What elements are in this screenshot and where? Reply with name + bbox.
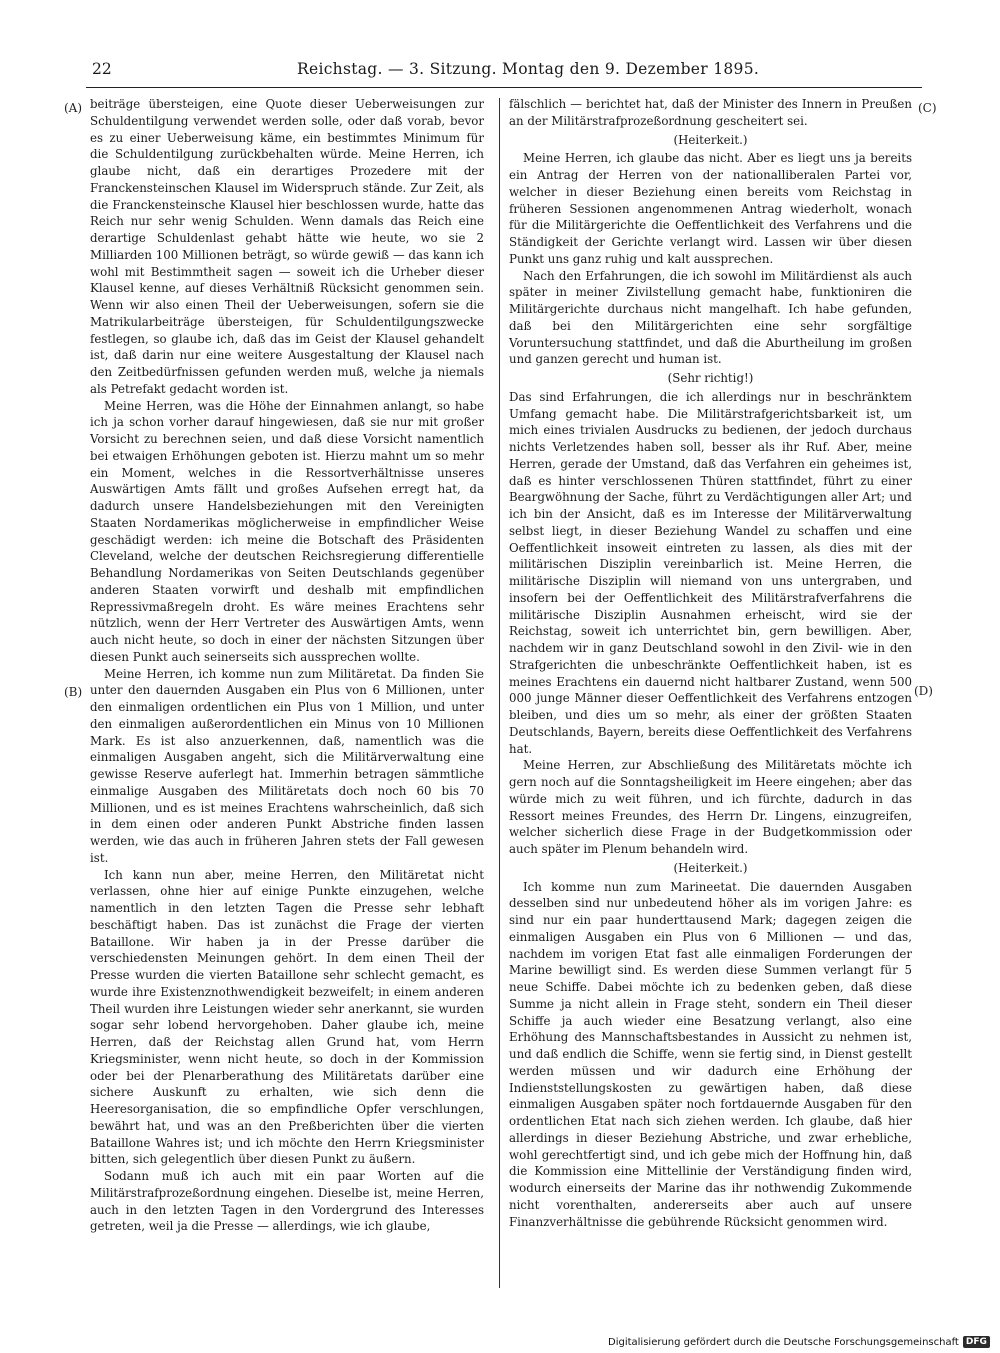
paragraph: Meine Herren, ich komme nun zum Militäretat. Da finden Sie unter den dauernden Ausgaben ein Plus von 6 Millionen, unter den einmaligen ordentlichen ein Plus von 1 Million, und unter den einmaligen außerordentlichen ein Minus von 10 Millionen Mark. Es ist also anzuerkennen, daß, namentlich was die einmaligen Ausgaben angeht, sich die Militärverwaltung eine gewisse Reserve auferlegt hat. Immerhin betragen sämmtliche einmalige Ausgaben des Militäretats doch noch 60 bis 70 Millionen, und es ist meines Erachtens wahrscheinlich, daß sich in dem einen oder anderen Punkt Abstriche finden lassen werden, wie das auch in früheren Jahren stets der Fall gewesen ist. xyxy=(90,666,484,865)
margin-marker-c: (C) xyxy=(918,101,937,115)
page-header xyxy=(92,60,920,84)
paragraph: Meine Herren, zur Abschließung des Militäretats möchte ich gern noch auf die Sonntagsheiligkeit im Heere eingehen; aber das würde mich zu weit führen, und ich fürchte, dadurch in das Ressort meines Freundes, des Herrn Dr. Lingens, einzugreifen, welcher sicherlich diese Frage in der Budgetkommission oder auch später im Plenum behandeln wird. xyxy=(509,758,912,856)
right-column xyxy=(509,96,912,1230)
paragraph: Meine Herren, ich glaube das nicht. Aber es liegt uns ja bereits ein Antrag der Herren von der nationalliberalen Partei vor, welcher in dieser Beziehung einen bereits vom Reichstag in früheren Sessionen angenommenen Antrag wiederholt, wonach für die Militärgerichte die Oeffentlichkeit des Verfahrens und die Ständigkeit der Gerichte verlangt wird. Lassen wir über diesen Punkt uns ganz ruhig und kalt aussprechen. xyxy=(509,151,912,266)
interjection: (Sehr richtig!) xyxy=(667,371,754,385)
margin-marker-a: (A) xyxy=(64,101,83,115)
paragraph: Ich komme nun zum Marineetat. Die dauernden Ausgaben desselben sind nur unbedeutend höher als im vorigen Jahre: es sind nur ein paar hunderttausend Mark; dagegen zeigen die einmaligen Ausgaben ein Plus von 6 Millionen — und das, nachdem im vorigen Etat fast alle einmaligen Forderungen der Marine bewilligt sind. Es werden diese Summen verlangt für 5 neue Schiffe. Dabei möchte ich zu bedenken geben, daß diese Summe ja nicht allein in Frage steht, sondern ein Theil dieser Schiffe ja auch wieder eine Besatzung verlangt, also eine Erhöhung des Mannschaftsbestandes in Aussicht zu nehmen ist, und daß endlich die Schiffe, wenn sie fertig sind, in Dienst gestellt werden müssen und wir dadurch eine Erhöhung der Indienststellungskosten zu gewärtigen haben, daß diese einmaligen Ausgaben später noch fortdauernde Ausgaben für den ordentlichen Etat nach sich ziehen werden. Ich glaube, daß hier allerdings in dieser Beziehung Abstriche, und zwar erhebliche, wohl gerechtfertigt sind, und ich gebe mich der Hoffnung hin, daß die Kommission eine Mittellinie der Verständigung finden wird, wodurch einerseits der Marine das ihr nothwendig Zukommende nicht vorenthalten, andererseits aber auch auf unsere Finanzverhältnisse die gebührende Rücksicht genommen wird. xyxy=(509,879,912,1229)
paragraph: fälschlich — berichtet hat, daß der Minister des Innern in Preußen an der Militärstrafprozeßordnung gescheitert sei. xyxy=(509,97,912,128)
left-column xyxy=(90,96,484,1235)
margin-marker-b: (B) xyxy=(64,685,83,699)
paragraph: Das sind Erfahrungen, die ich allerdings nur in beschränktem Umfang gemacht habe. Die Militärstrafgerichtsbarkeit ist, um mich eines trivialen Ausdrucks zu bedienen, der jedoch durchaus nichts Verletzendes haben soll, besser als ihr Ruf. Aber, meine Herren, gerade der Umstand, daß das Verfahren ein geheimes ist, daß es hinter verschlossenen Thüren stattfindet, führt zu einer Beargwöhnung der Sache, führt zu Verdächtigungen aller Art; und ich bin der Ansicht, daß es im Interesse der Militärverwaltung selbst liegt, in dieser Beziehung Wandel zu schaffen und eine Oeffentlichkeit insoweit eintreten zu lassen, als dies mit der militärischen Disziplin vereinbarlich ist. Meine Herren, die militärische Disziplin will niemand von uns untergraben, und insofern bei der Oeffentlichkeit des Militärstrafverfahrens die militärische Disziplin Ausnahmen erheischt, wird sie der Reichstag, soweit ich unterrichtet bin, gern bewilligen. Aber, nachdem wir in ganz Deutschland sowohl in den Zivil- wie in den Strafgerichten die unbeschränkte Oeffentlichkeit haben, ist es meines Erachtens ein dauernd nicht haltbarer Zustand, wenn 500 000 junge Männer dieser Oeffentlichkeit des Verfahrens entzogen bleiben, und dies um so mehr, als einer der größten Staaten Deutschlands, Bayern, bereits diese Oeffentlichkeit des Verfahrens hat. xyxy=(509,389,912,756)
paragraph: beiträge übersteigen, eine Quote dieser Ueberweisungen zur Schuldentilgung verwendet werden solle, oder daß vorab, bevor es zu einer Ueberweisung käme, ein bestimmtes Minimum für die Schuldentilgung zurückbehalten würde. Meine Herren, ich glaube nicht, daß ein derartiges Prozedere mit der Franckensteinschen Klausel im Widerspruch stände. Zur Zeit, als die Franckensteinsche Klausel hier beschlossen wurde, hatte das Reich nur sehr wenig Schulden. Wenn damals das Reich eine derartige Schuldenlast gehabt hätte wie heute, wo sie 2 Milliarden 100 Millionen beträgt, so würde gewiß — das kann ich wohl mit Bestimmtheit sagen — soweit ich die Urheber dieser Klausel kenne, auf dieses Verhältniß Rücksicht genommen sein. Wenn wir also einen Theil der Ueberweisungen, sofern sie die Matrikularbeiträge übersteigen, für Schuldentilgungszwecke festlegen, so glaube ich, daß das im Geist der Klausel gehandelt ist, daß darin nur eine weitere Ausgestaltung der Klausel nach den Zeitbedürfnissen gefunden werden muß, welche ja niemals als Petrefakt gedacht worden ist. xyxy=(90,97,484,396)
page-number: 22 xyxy=(92,60,112,78)
paragraph: Nach den Erfahrungen, die ich sowohl im Militärdienst als auch später in meiner Zivilstellung gemacht habe, funktioniren die Militärgerichte durchaus nicht mangelhaft. Ich habe gefunden, daß bei den Militärgerichten eine sehr sorgfältige Voruntersuchung stattfindet, und daß die Aburtheilung im großen und ganzen gerecht und human ist. xyxy=(509,268,912,367)
column-divider xyxy=(499,98,500,1288)
header-rule xyxy=(86,87,922,88)
paragraph: Sodann muß ich auch mit ein paar Worten auf die Militärstrafprozeßordnung eingehen. Dieselbe ist, meine Herren, auch in den letzten Tagen in den Vordergrund des Interesses getreten, weil ja die Presse — allerdings, wie ich glaube, xyxy=(90,1169,484,1234)
digitization-footer xyxy=(608,1336,990,1348)
running-title: Reichstag. — 3. Sitzung. Montag den 9. Dezember 1895. xyxy=(297,60,760,78)
footer-text: Digitalisierung gefördert durch die Deutsche Forschungsgemeinschaft xyxy=(608,1336,959,1348)
interjection: (Heiterkeit.) xyxy=(673,132,748,147)
dfg-logo: DFG xyxy=(963,1336,990,1348)
paragraph: Meine Herren, was die Höhe der Einnahmen anlangt, so habe ich ja schon vorher darauf hingewiesen, daß sie nur mit großer Vorsicht zu berechnen seien, und daß diese Vorsicht namentlich bei etwaigen Erhöhungen geboten ist. Hierzu mahnt um so mehr ein Moment, welches in die Ressortverhältnisse unseres Auswärtigen Amts fällt und großes Aufsehen erregt hat, da dadurch unsere Handelsbeziehungen mit den Vereinigten Staaten Nordamerikas möglicherweise in empfindlicher Weise geschädigt werden: ich meine die Botschaft des Präsidenten Cleveland, welche der deutschen Reichsregierung differentielle Behandlung Nordamerikas von Seiten Deutschlands gegenüber anderen Staaten vorwirft und deshalb mit empfindlichen Repressivmaßregeln droht. Es wäre meines Erachtens sehr nützlich, wenn der Herr Vertreter des Auswärtigen Amts, wenn auch nicht heute, so doch in einer der nächsten Sitzungen über diesen Punkt auch seinerseits sich aussprechen wollte. xyxy=(90,398,484,664)
interjection: (Heiterkeit.) xyxy=(673,860,748,875)
paragraph: Ich kann nun aber, meine Herren, den Militäretat nicht verlassen, ohne hier auf einige Punkte einzugehen, welche namentlich in den letzten Tagen die Presse sehr lebhaft beschäftigt haben. Das ist zunächst die Frage der vierten Bataillone. Wir haben ja in der Presse darüber die verschiedensten Meinungen gehört. In dem einen Theil der Presse wurden die vierten Bataillone sehr schlecht gemacht, es wurde ihre Existenznothwendigkeit bezweifelt; in einem anderen Theil wurden ihre Leistungen wieder sehr anerkannt, sie wurden sogar sehr lobend hervorgehoben. Daher glaube ich, meine Herren, daß der Reichstag allen Grund hat, vom Herrn Kriegsminister, wenn nicht heute, so doch in der Kommission oder bei der Plenarberathung des Militäretats darüber eine sichere Auskunft zu erhalten, wie sich denn die Heeresorganisation, die so empfindliche Opfer verschlungen, bewährt hat, und was an den Preßberichten über die vierten Bataillone Wahres ist; und ich möchte den Herrn Kriegsminister bitten, sich gelegentlich über diesen Punkt zu äußern. xyxy=(90,867,484,1167)
margin-marker-d: (D) xyxy=(914,684,933,698)
